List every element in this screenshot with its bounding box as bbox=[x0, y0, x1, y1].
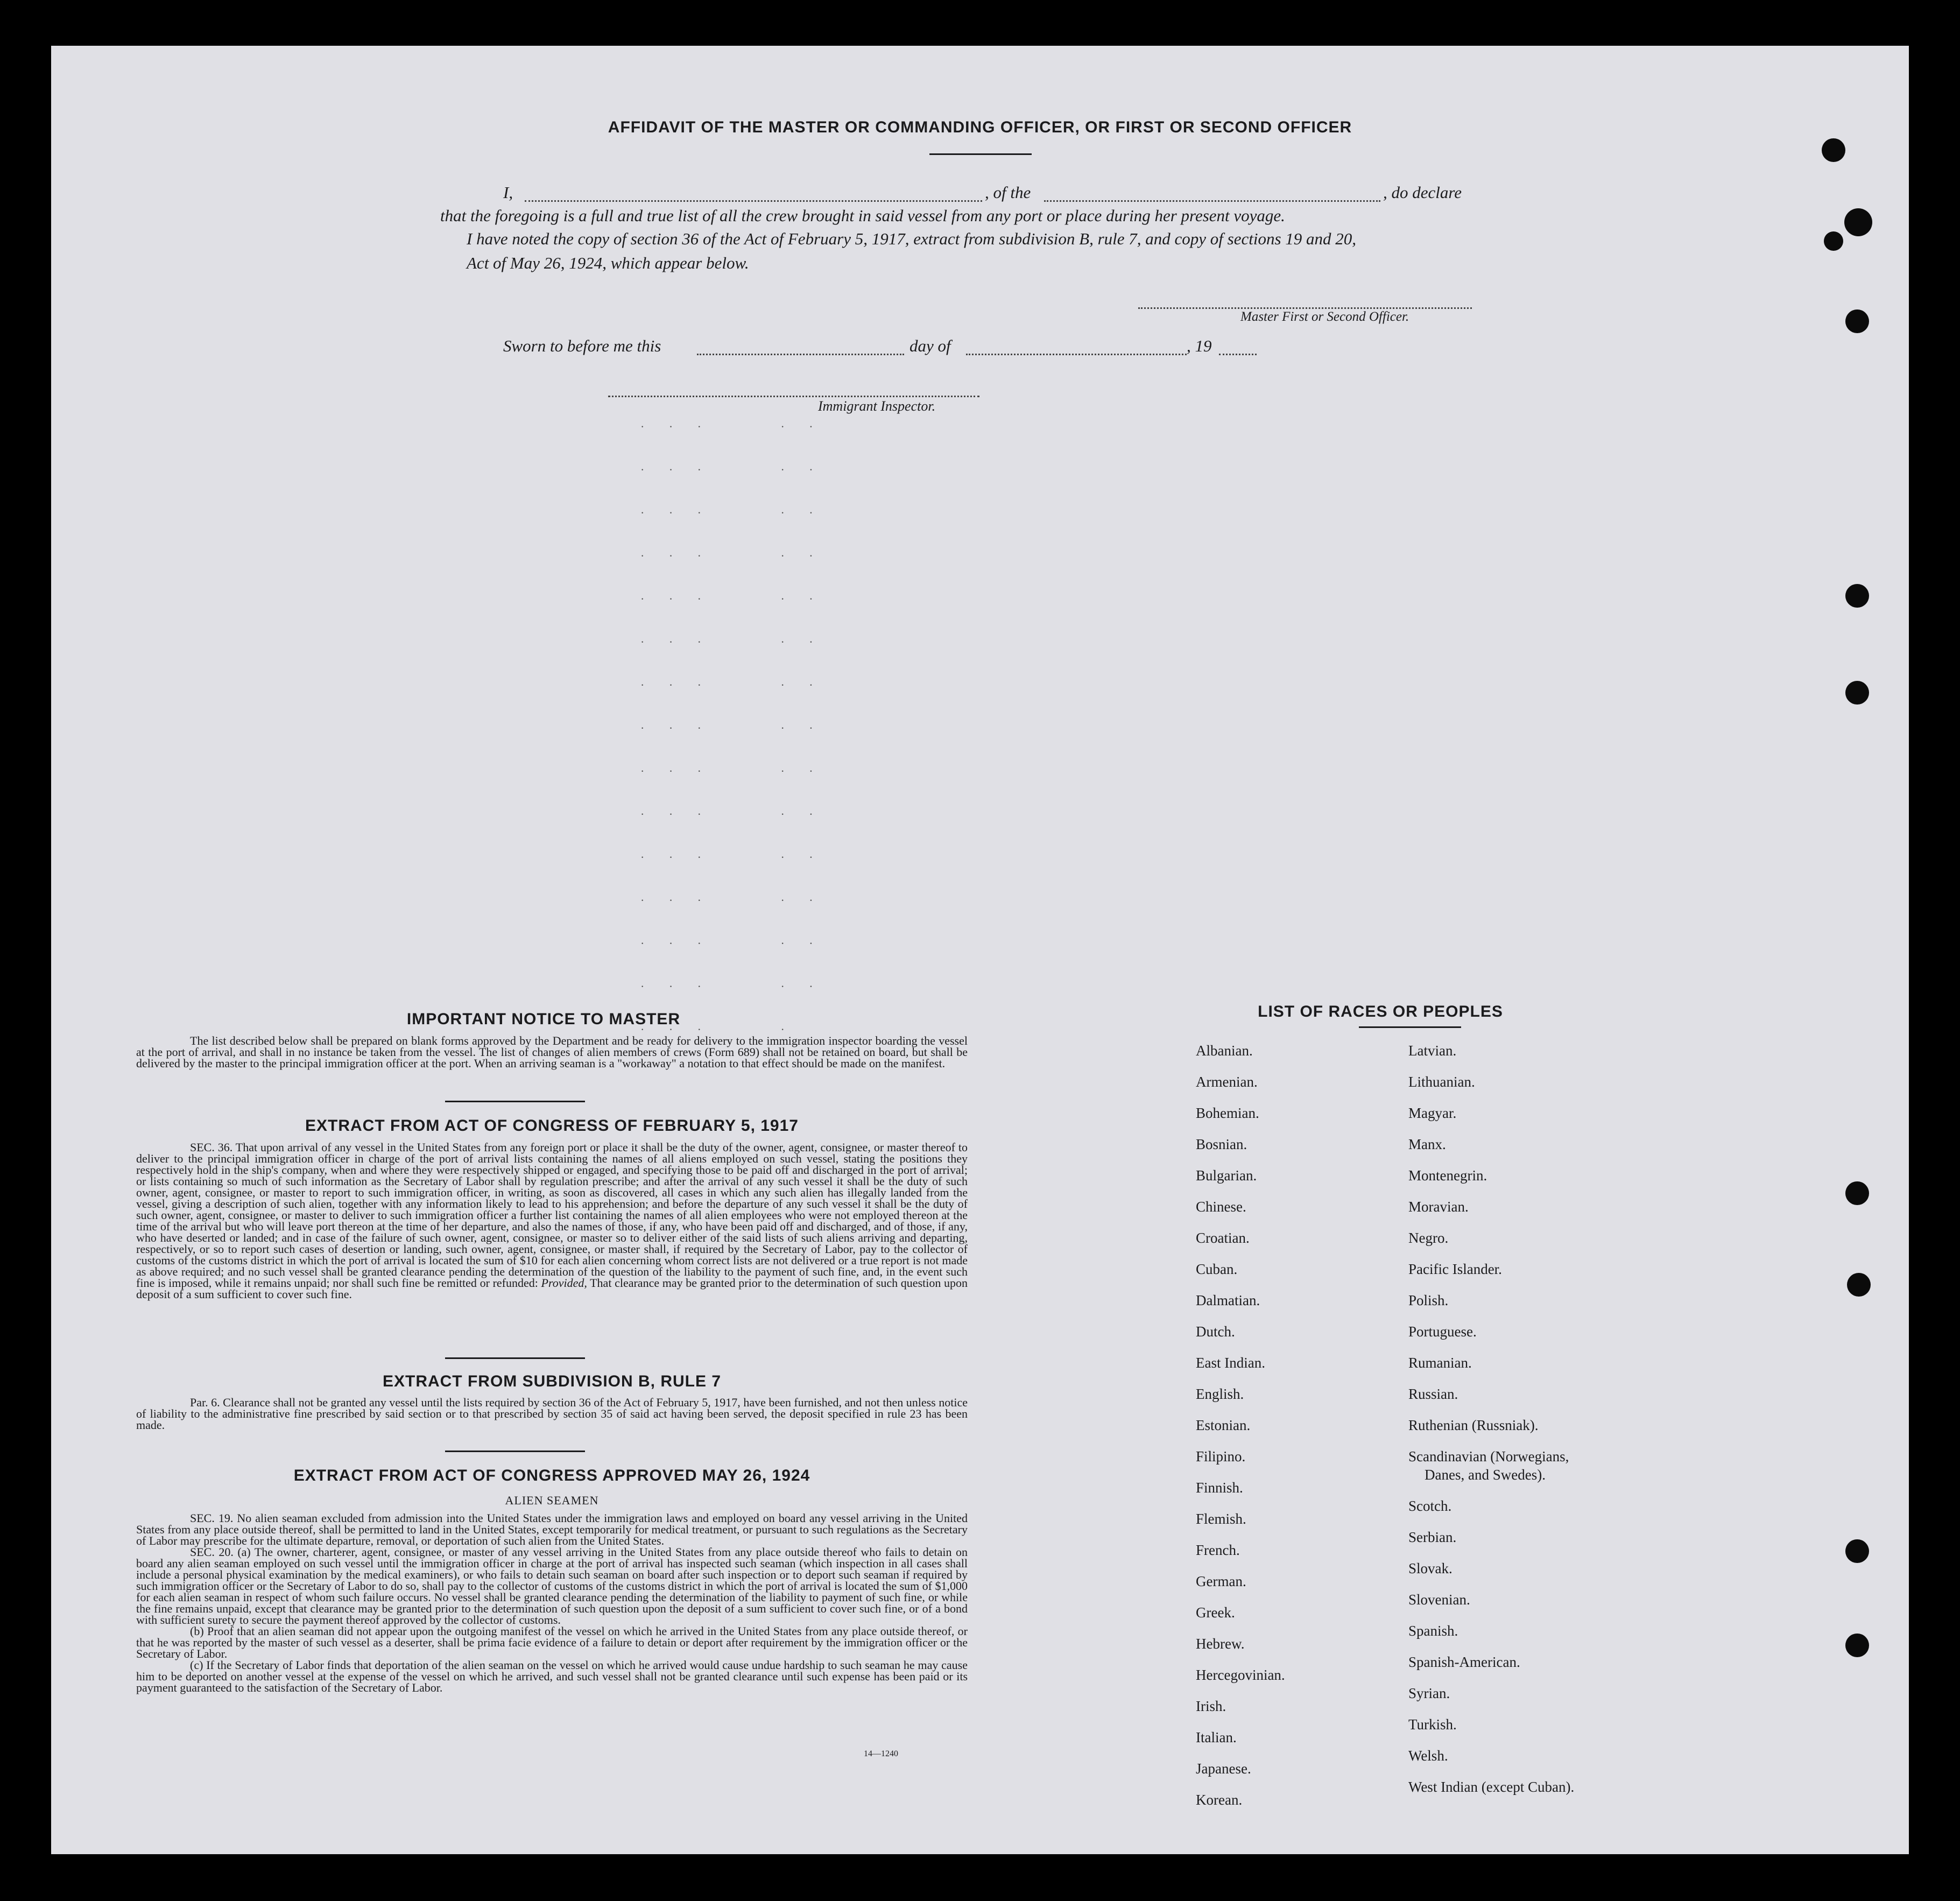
signature-label: Master First or Second Officer. bbox=[1240, 309, 1409, 324]
sec20b-text: (b) Proof that an alien seaman did not appear upon the outgoing manifest of the vessel on which he arrived in the United States from any place outside thereof, or that he was reported by the master of such vessel as a deserter, shall be prima facie evidence of a failure to detain or deport after requirement by the immigration officer or the Secretary of Labor. bbox=[136, 1624, 968, 1660]
race-item: Flemish. bbox=[1196, 1511, 1246, 1527]
race-item: Bulgarian. bbox=[1196, 1167, 1257, 1184]
affidavit-line1 bbox=[503, 183, 513, 202]
punch-hole bbox=[1845, 584, 1869, 608]
race-item: Ruthenian (Russniak). bbox=[1408, 1417, 1539, 1433]
extract-1924-subtitle: ALIEN SEAMEN bbox=[505, 1494, 599, 1507]
faint-dots: · · · · · bbox=[640, 893, 824, 907]
sworn-year-field[interactable] bbox=[1219, 354, 1257, 355]
sworn-day-of: day of bbox=[910, 336, 951, 355]
race-item: Spanish-American. bbox=[1408, 1654, 1520, 1670]
inspector-signature-field[interactable] bbox=[608, 396, 979, 397]
race-item: Scandinavian (Norwegians, bbox=[1408, 1448, 1569, 1465]
punch-hole bbox=[1845, 681, 1869, 705]
affidavit-title: AFFIDAVIT OF THE MASTER OR COMMANDING OFFICER, OR FIRST OR SECOND OFFICER bbox=[608, 118, 1352, 136]
extract-1924-title: EXTRACT FROM ACT OF CONGRESS APPROVED MAY 26, 1924 bbox=[293, 1467, 810, 1484]
extract-1917-text: SEC. 36. That upon arrival of any vessel in the United States from any foreign port or place it shall be the duty of the owner, agent, consignee, or master thereof to deliver to the principal immigration officer in charge of the port of arrival lists containing the names of all aliens employed on such vessel, stating the positions they respectively hold in the ship's company, when and where they were respectively shipped or engaged, and specifying those to be paid off and discharged in the port of arrival; or lists containing so much of such information as the Secretary of Labor shall by regulation prescribe; and after the arrival of any such vessel it shall be the duty of such owner, agent, consignee, or master to report to such immigration officer, in writing, as soon as discovered, all cases in which any such alien has illegally landed from the vessel, giving a description of such alien, together with any information likely to lead to his apprehension; and before the departure of any such vessel it shall be the duty of such owner, agent, consignee, or master to deliver to such immigration officer a further list containing the names of all alien employees who were not employed thereon at the time of the arrival but who will leave port thereon at the time of her departure, and also the names of those, if any, who have been paid off and discharged, and of those, if any, who have deserted or landed; and in case of the failure of such owner, agent, consignee, or master so to deliver either of the said lists of such aliens arriving and departing, respectively, or so to report such cases of desertion or landing, such owner, agent, consignee, or master shall, if required by the Secretary of Labor, pay to the collector of customs of the customs district in which the port of arrival is located the sum of $10 for each alien concerning whom correct lists are not delivered or a true report is not made as above required; and no such vessel shall be granted clearance pending the determination of the question of the liability to the payment of such fine, and, in the event such fine is imposed, while it remains unpaid; nor shall such fine be remitted or refunded: Provided, That clearance may be granted prior to the determination of such question upon deposit of a sum sufficient to cover such fine. bbox=[136, 1140, 968, 1301]
faint-dots: · · · · · bbox=[640, 506, 824, 519]
notice-divider bbox=[445, 1101, 585, 1102]
affidavit-line2: that the foregoing is a full and true list of all the crew brought in said vessel from any port or place during her present voyage. bbox=[440, 206, 1285, 225]
race-item: Slovak. bbox=[1408, 1560, 1453, 1576]
race-item: Negro. bbox=[1408, 1230, 1449, 1246]
race-item: Lithuanian. bbox=[1408, 1074, 1475, 1090]
races-column-1 bbox=[1196, 1043, 1285, 1823]
punch-hole bbox=[1845, 1539, 1869, 1563]
punch-hole bbox=[1845, 309, 1869, 333]
race-item: Filipino. bbox=[1196, 1448, 1246, 1465]
race-item: Rumanian. bbox=[1408, 1355, 1472, 1371]
race-item: Syrian. bbox=[1408, 1685, 1450, 1701]
race-item: Slovenian. bbox=[1408, 1592, 1470, 1608]
sworn-month-field[interactable] bbox=[966, 354, 1187, 355]
race-item: Spanish. bbox=[1408, 1623, 1458, 1639]
race-item: Italian. bbox=[1196, 1729, 1237, 1745]
race-item: Russian. bbox=[1408, 1386, 1458, 1402]
declarant-prefix: I, bbox=[503, 183, 513, 202]
affidavit-line3: I have noted the copy of section 36 of the Act of February 5, 1917, extract from subdivision B, rule 7, and copy of sections 19 and 20, bbox=[467, 229, 1357, 248]
race-item: Chinese. bbox=[1196, 1199, 1246, 1215]
vessel-prefix: , of the bbox=[985, 183, 1031, 202]
race-item: Albanian. bbox=[1196, 1043, 1253, 1059]
race-item: Japanese. bbox=[1196, 1761, 1251, 1777]
declarant-name-field[interactable] bbox=[525, 200, 982, 202]
race-item: Manx. bbox=[1408, 1136, 1446, 1152]
race-item: Dutch. bbox=[1196, 1323, 1235, 1340]
sec20a-text: SEC. 20. (a) The owner, charterer, agent, consignee, or master of any vessel arriving in the United States from any place outside thereof who fails to detain on board any alien seaman employed on such vessel until the immigration officer in charge at the port of arrival has inspected such seaman (which inspection in all cases shall include a personal physical examination by the medical examiners), or who fails to detain such seaman on board after such inspection or to deport such seaman if required by such immigration officer or the Secretary of Labor to do so, shall pay to the collector of customs of the customs district in which the port of arrival is located the sum of $1,000 for each alien seaman in respect of whom such failure occurs. No vessel shall be granted clearance pending the determination of the liability to payment of such fine, or while the fine remains unpaid, except that clearance may be granted prior to the determination of such question upon the deposit of a sum sufficient to cover such fine, or of a bond with sufficient surety to secure the payment thereof approved by the collector of customs. bbox=[136, 1545, 968, 1627]
race-item: West Indian (except Cuban). bbox=[1408, 1779, 1575, 1795]
race-item: French. bbox=[1196, 1542, 1240, 1558]
notice-text: The list described below shall be prepared on blank forms approved by the Department and be ready for delivery to the immigration inspector boarding the vessel at the port of arrival, and shall in no instance be taken from the vessel. The list of changes of alien members of crews (Form 689) shall not be retained on board, but shall be delivered by the master to the principal immigration officer at the port. When an arriving seaman is a "workaway" a notation to that effect should be made on the manifest. bbox=[136, 1034, 968, 1070]
race-item: Turkish. bbox=[1408, 1716, 1457, 1733]
races-title: LIST OF RACES OR PEOPLES bbox=[1258, 1003, 1503, 1020]
form-number: 14—1240 bbox=[864, 1749, 898, 1758]
rule7-title: EXTRACT FROM SUBDIVISION B, RULE 7 bbox=[382, 1372, 722, 1390]
rule7-divider bbox=[445, 1451, 585, 1452]
punch-hole bbox=[1845, 1634, 1869, 1657]
faint-dots: · · · · · bbox=[640, 764, 824, 778]
race-item: Estonian. bbox=[1196, 1417, 1251, 1433]
sec20c-text: (c) If the Secretary of Labor finds that deportation of the alien seaman on the vessel on which he arrived would cause undue hardship to such seaman he may cause him to be deported on another vessel at the expense of the vessel on which he arrived, and such vessel shall not be granted clearance until such expense has been paid or its payment guaranteed to the satisfaction of the Secretary of Labor. bbox=[136, 1658, 968, 1694]
race-item: Polish. bbox=[1408, 1292, 1449, 1308]
race-item: Hercegovinian. bbox=[1196, 1667, 1285, 1683]
race-item: Scotch. bbox=[1408, 1498, 1452, 1514]
race-item: Bosnian. bbox=[1196, 1136, 1247, 1152]
race-item: Moravian. bbox=[1408, 1199, 1469, 1215]
races-divider bbox=[1359, 1026, 1461, 1028]
faint-dots: · · · · · bbox=[640, 592, 824, 605]
signature-field[interactable] bbox=[1138, 307, 1472, 309]
punch-hole bbox=[1822, 138, 1845, 162]
title-divider bbox=[929, 153, 1032, 155]
affidavit-line4: Act of May 26, 1924, which appear below. bbox=[467, 254, 749, 272]
punch-hole bbox=[1847, 1273, 1871, 1297]
race-item: Cuban. bbox=[1196, 1261, 1238, 1277]
faint-dots: · · · · · bbox=[640, 807, 824, 821]
punch-hole bbox=[1845, 1181, 1869, 1205]
sworn-year-prefix: , 19 bbox=[1187, 336, 1212, 355]
extract-1917-divider bbox=[445, 1357, 585, 1359]
faint-dots: · · · · · bbox=[640, 549, 824, 562]
race-item: Portuguese. bbox=[1408, 1323, 1477, 1340]
race-item: Greek. bbox=[1196, 1604, 1235, 1621]
punch-hole bbox=[1824, 231, 1843, 251]
faint-dots: · · · · · bbox=[640, 937, 824, 950]
faint-dots: · · · · · bbox=[640, 721, 824, 735]
faint-dots: · · · · · bbox=[640, 635, 824, 649]
races-column-2 bbox=[1408, 1043, 1574, 1810]
faint-dots: · · · · · bbox=[640, 678, 824, 692]
declare-suffix: , do declare bbox=[1383, 183, 1462, 202]
race-item: Pacific Islander. bbox=[1408, 1261, 1502, 1277]
race-item: Bohemian. bbox=[1196, 1105, 1259, 1121]
notice-title: IMPORTANT NOTICE TO MASTER bbox=[406, 1010, 681, 1028]
document-page bbox=[51, 46, 1909, 1854]
race-item: Korean. bbox=[1196, 1792, 1243, 1808]
sec19-text: SEC. 19. No alien seaman excluded from admission into the United States under the immigration laws and employed on board any vessel arriving in the United States from any place outside thereof, shall be permitted to land in the United States, except temporarily for medical treatment, or pursuant to such regulations as the Secretary of Labor may prescribe for the ultimate departure, removal, or deportation of such alien from the United States. bbox=[136, 1511, 968, 1547]
race-item: Dalmatian. bbox=[1196, 1292, 1260, 1308]
race-item: Hebrew. bbox=[1196, 1636, 1245, 1652]
race-item: Montenegrin. bbox=[1408, 1167, 1487, 1184]
vessel-name-field[interactable] bbox=[1044, 200, 1380, 202]
faint-dots: · · · · · bbox=[640, 980, 824, 993]
sworn-day-field[interactable] bbox=[697, 354, 904, 355]
faint-dots: · · · · · bbox=[640, 420, 824, 433]
race-item: Irish. bbox=[1196, 1698, 1226, 1714]
sworn-prefix: Sworn to before me this bbox=[503, 336, 661, 355]
race-item: Welsh. bbox=[1408, 1748, 1448, 1764]
extract-1917-title: EXTRACT FROM ACT OF CONGRESS OF FEBRUARY 5, 1917 bbox=[305, 1117, 799, 1135]
rule7-text: Par. 6. Clearance shall not be granted any vessel until the lists required by section 36 of the Act of February 5, 1917, have been furnished, and not then unless notice of liability to the administrative fine prescribed by said section or to that prescribed by section 35 of said act having been served, the deposit specified in rule 23 has been made. bbox=[136, 1396, 968, 1432]
faint-dots: · · · · · bbox=[640, 463, 824, 476]
faint-dots: · · · · bbox=[640, 1023, 795, 1036]
race-item: East Indian. bbox=[1196, 1355, 1265, 1371]
race-item-continued: Danes, and Swedes). bbox=[1425, 1467, 1546, 1483]
race-item: Serbian. bbox=[1408, 1529, 1457, 1545]
race-item: German. bbox=[1196, 1573, 1246, 1589]
race-item: Finnish. bbox=[1196, 1480, 1243, 1496]
inspector-label: Immigrant Inspector. bbox=[818, 398, 936, 414]
extract-1924-body bbox=[136, 1512, 968, 1693]
faint-dots: · · · · · bbox=[640, 850, 824, 864]
race-item: Armenian. bbox=[1196, 1074, 1258, 1090]
race-item: Magyar. bbox=[1408, 1105, 1457, 1121]
race-item: Latvian. bbox=[1408, 1043, 1457, 1059]
race-item: Croatian. bbox=[1196, 1230, 1250, 1246]
race-item: English. bbox=[1196, 1386, 1244, 1402]
punch-hole bbox=[1844, 208, 1872, 236]
